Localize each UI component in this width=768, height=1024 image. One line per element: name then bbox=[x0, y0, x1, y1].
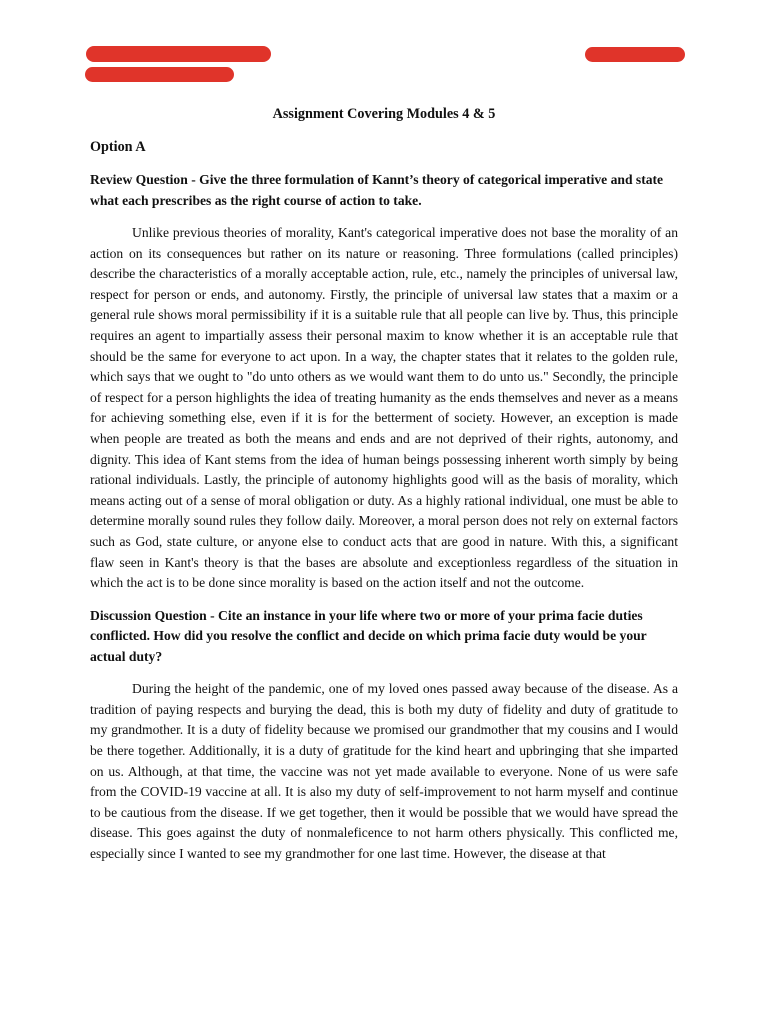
review-answer-paragraph: Unlike previous theories of morality, Kant's categorical imperative does not base the morality of an action on its consequences but rather on its nature or reasoning. Three formulations (called principles) describe the characteristics of a morally acceptable action, rule, etc., namely the principles of universal law, respect for person or ends, and autonomy. Firstly, the principle of universal law states that a maxim or a general rule shows moral permissibility if it is a suitable rule that all people can live by. Thus, this principle requires an agent to impartially assess their personal maxim to know whether it is an acceptable rule that should be the same for everyone to act upon. In a way, the chapter states that it relates to the golden rule, which says that we ought to "do unto others as we would want them to do unto us." Secondly, the principle of respect for a person highlights the idea of treating humanity as the ends themselves and never as a means for achieving something else, even if it is for the betterment of society. However, an exception is made when people are treated as both the means and ends and are not deprived of their rights, autonomy, and dignity. This idea of Kant stems from the idea of human beings possessing inherent worth simply by being rational individuals. Lastly, the principle of autonomy highlights good will as the basis of morality, which means acting out of a sense of moral obligation or duty. As a highly rational individual, one must be able to determine morally sound rules they follow daily. Moreover, a moral person does not rely on external factors such as God, state culture, or anyone else to conduct acts that are good in nature. With this, a significant flaw seen in Kant's theory is that the bases are absolute and exceptionless regardless of the situation in which the act is to be done since morality is based on the action itself and not the outcome. bbox=[90, 225, 678, 591]
discussion-answer-paragraph: During the height of the pandemic, one of my loved ones passed away because of the disease. As a tradition of paying respects and burying the dead, this is both my duty of fidelity and duty of gratitude to my grandmother. It is a duty of fidelity because we promised our grandmother that my cousins and I would be there together. Additionally, it is a duty of gratitude for the kind heart and upbringing that she imparted on us. Although, at that time, the vaccine was not yet made available to everyone. None of us were safe from the COVID-19 vaccine at all. It is also my duty of self-improvement to not harm myself and continue to be cautious from the disease. If we get together, then it would be possible that we would have spread the disease. This goes against the duty of nonmaleficence to not harm others physically. This conflicted me, especially since I wanted to see my grandmother for one last time. However, the disease at that bbox=[90, 681, 678, 861]
redaction-bar bbox=[86, 46, 271, 62]
redaction-bar bbox=[585, 47, 685, 62]
document-title: Assignment Covering Modules 4 & 5 bbox=[272, 106, 496, 122]
review-question: Review Question - Give the three formulation of Kannt’s theory of categorical imperative and state what each prescribes as the right course of action to take. bbox=[90, 172, 664, 208]
discussion-question: Discussion Question - Cite an instance in your life where two or more of your prima facie duties conflicted. How did you resolve the conflict and decide on which prima facie duty would be your actual duty? bbox=[90, 607, 647, 664]
option-heading: Option A bbox=[90, 139, 146, 155]
redaction-bar bbox=[85, 67, 234, 82]
document-page bbox=[90, 104, 678, 877]
